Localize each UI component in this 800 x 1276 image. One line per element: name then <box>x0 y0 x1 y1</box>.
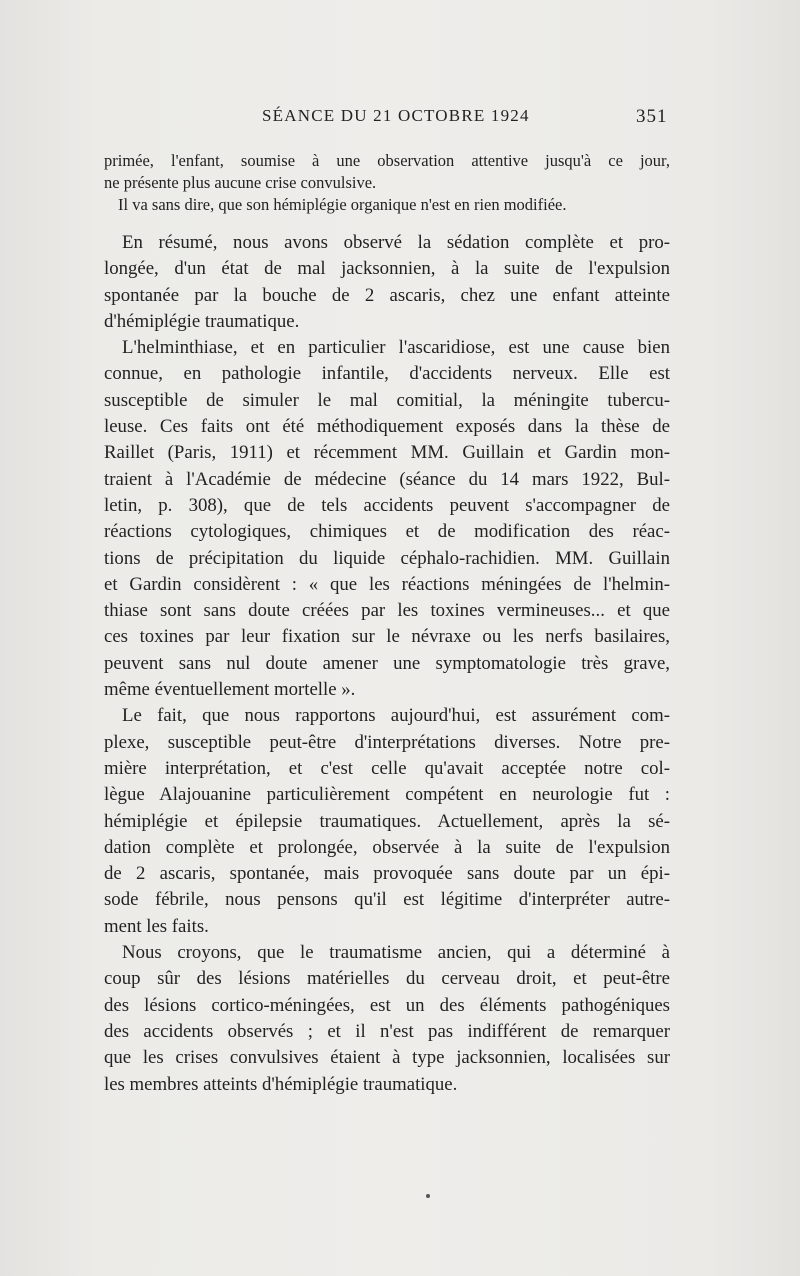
text-line: d'hémiplégie traumatique. <box>104 310 300 332</box>
text-line: susceptible de simuler le mal comitial, la méningite tubercu- <box>104 389 670 411</box>
text-line: letin, p. 308), que de tels accidents peuvent s'accompagner de <box>104 494 670 516</box>
text-line: traient à l'Académie de médecine (séance du 14 mars 1922, Bul- <box>104 468 670 490</box>
text-line: tions de précipitation du liquide céphalo-rachidien. MM. Guillain <box>104 547 670 569</box>
page-number: 351 <box>636 106 668 127</box>
text-line: connue, en pathologie infantile, d'accidents nerveux. Elle est <box>104 363 670 385</box>
text-line: les membres atteints d'hémiplégie traumatique. <box>104 1073 458 1095</box>
text-line: lègue Alajouanine particulièrement compétent en neurologie fut : <box>104 784 670 806</box>
text-line: ces toxines par leur fixation sur le névraxe ou les nerfs basilaires, <box>104 626 670 648</box>
text-line: L'helminthiase, et en particulier l'ascaridiose, est une cause bien <box>122 337 670 359</box>
text-line: longée, d'un état de mal jacksonnien, à la suite de l'expulsion <box>104 258 670 280</box>
text-line: Raillet (Paris, 1911) et récemment MM. Guillain et Gardin mon- <box>104 442 670 464</box>
body-text <box>104 150 670 1098</box>
paragraph-intro <box>104 150 670 194</box>
text-line: de 2 ascaris, spontanée, mais provoquée sans doute par un épi- <box>104 863 670 885</box>
text-line: Nous croyons, que le traumatisme ancien, qui a déterminé à <box>122 942 670 964</box>
text-line: Il va sans dire, que son hémiplégie organique n'est en rien modifiée. <box>118 195 567 214</box>
print-speck <box>426 1194 430 1198</box>
text-line: hémiplégie et épilepsie traumatiques. Actuellement, après la sé- <box>104 810 670 832</box>
text-line: dation complète et prolongée, observée à la suite de l'expulsion <box>104 836 670 858</box>
paragraph-conclusion <box>104 940 670 1098</box>
text-line: mière interprétation, et c'est celle qu'avait acceptée notre col- <box>104 757 670 779</box>
text-line: ment les faits. <box>104 915 209 937</box>
text-line: primée, l'enfant, soumise à une observation attentive jusqu'à ce jour, <box>104 151 670 170</box>
text-line: ne présente plus aucune crise convulsive. <box>104 173 377 192</box>
text-line: des accidents observés ; et il n'est pas indifférent de remarquer <box>104 1020 670 1042</box>
text-line: En résumé, nous avons observé la sédation complète et pro- <box>122 232 670 253</box>
text-line: plexe, susceptible peut-être d'interprétations diverses. Notre pre- <box>104 731 670 753</box>
text-line: même éventuellement mortelle ». <box>104 679 356 701</box>
text-line: réactions cytologiques, chimiques et de modification des réac- <box>104 521 670 543</box>
text-line: peuvent sans nul doute amener une symptomatologie très grave, <box>104 652 670 674</box>
text-line: des lésions cortico-méningées, est un des éléments pathogéniques <box>104 994 670 1016</box>
text-line: Le fait, que nous rapportons aujourd'hui, est assurément com- <box>122 705 670 727</box>
text-line: leuse. Ces faits ont été méthodiquement exposés dans la thèse de <box>104 416 670 438</box>
text-line: que les crises convulsives étaient à type jacksonnien, localisées sur <box>104 1047 670 1069</box>
paragraph-summary <box>104 230 670 335</box>
paragraph-note <box>104 194 670 216</box>
paragraph-interpretation <box>104 703 670 940</box>
running-head: SÉANCE DU 21 OCTOBRE 1924 <box>262 106 530 125</box>
text-line: sode fébrile, nous pensons qu'il est légitime d'interpréter autre- <box>104 889 670 911</box>
page-header <box>0 106 800 136</box>
text-line: coup sûr des lésions matérielles du cerveau droit, et peut-être <box>104 968 670 990</box>
text-line: thiase sont sans doute créées par les toxines vermineuses... et que <box>104 600 670 622</box>
text-line: spontanée par la bouche de 2 ascaris, chez une enfant atteinte <box>104 284 670 306</box>
text-line: et Gardin considèrent : « que les réactions méningées de l'helmin- <box>104 573 670 595</box>
paragraph-helminthiase <box>104 335 670 703</box>
